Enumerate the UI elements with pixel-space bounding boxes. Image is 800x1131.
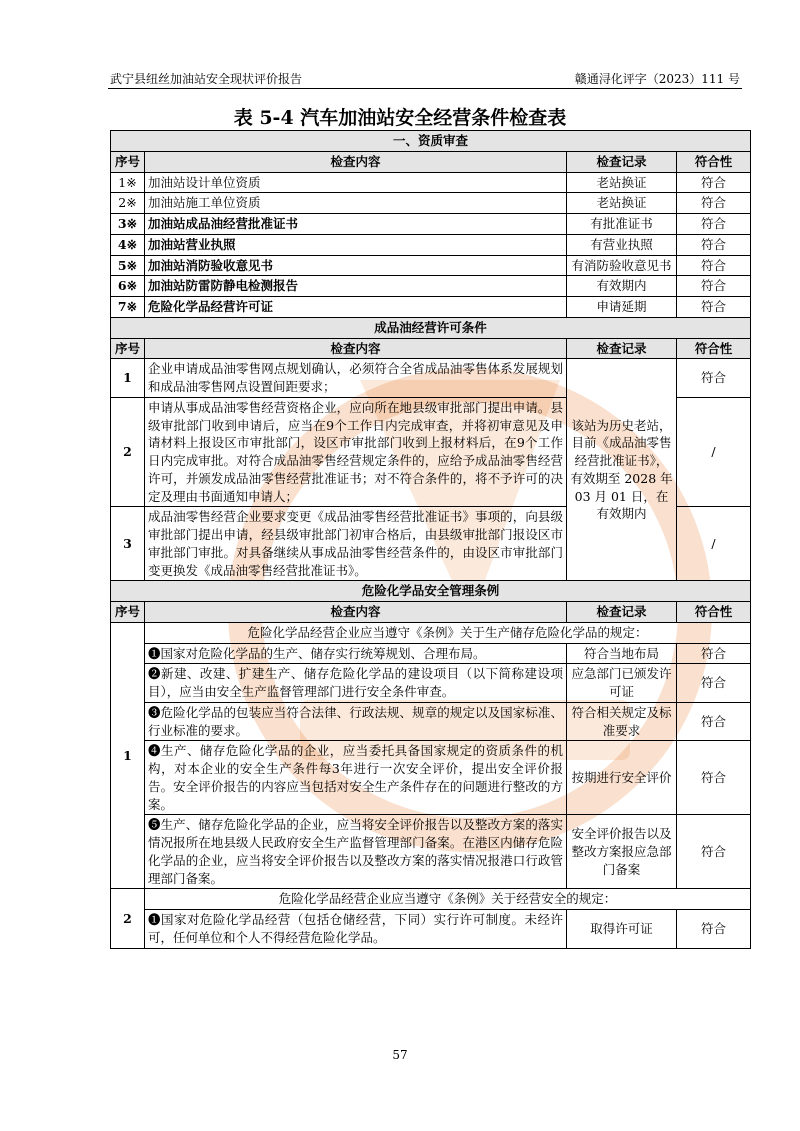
- row-record: 有效期内: [567, 276, 677, 297]
- row-record: 符合相关规定及标准要求: [567, 702, 677, 741]
- row-conform: 符合: [677, 359, 751, 398]
- row-record: 有批准证书: [567, 214, 677, 235]
- row-no: 5※: [111, 255, 145, 276]
- table-row: [111, 234, 751, 255]
- row-conform: 符合: [677, 297, 751, 318]
- row-no: 3: [111, 507, 145, 581]
- col-header-conform: 符合性: [677, 338, 751, 359]
- column-header-row: [111, 338, 751, 359]
- group-heading: 危险化学品经营企业应当遵守《条例》关于生产储存危险化学品的规定：: [145, 622, 751, 643]
- section-title: 一、资质审查: [111, 131, 751, 152]
- row-content: 加油站防雷防静电检测报告: [145, 276, 567, 297]
- section-title: 危险化学品安全管理条例: [111, 581, 751, 602]
- group-heading-row: [111, 889, 751, 910]
- row-content: 加油站营业执照: [145, 234, 567, 255]
- col-header-no: 序号: [111, 338, 145, 359]
- table-row: [111, 664, 751, 703]
- row-conform: 符合: [677, 193, 751, 214]
- col-header-record: 检查记录: [567, 338, 677, 359]
- row-conform: /: [677, 397, 751, 507]
- row-conform: 符合: [677, 643, 751, 664]
- header-report-title: 武宁县纽丝加油站安全现状评价报告: [110, 72, 303, 86]
- row-record: 有消防验收意见书: [567, 255, 677, 276]
- page-header: [108, 68, 742, 89]
- col-header-no: 序号: [111, 602, 145, 623]
- row-content: 加油站设计单位资质: [145, 172, 567, 193]
- row-content: ❷新建、改建、扩建生产、储存危险化学品的建设项目（以下简称建设项目），应当由安全生产监督管理部门进行安全条件审查。: [145, 664, 567, 703]
- col-header-conform: 符合性: [677, 602, 751, 623]
- table-title: 表 5-4 汽车加油站安全经营条件检查表: [233, 107, 567, 129]
- col-header-conform: 符合性: [677, 151, 751, 172]
- inspection-table: [110, 130, 751, 949]
- table-row: [111, 255, 751, 276]
- table-row: [111, 214, 751, 235]
- page-number: 57: [392, 1048, 408, 1062]
- row-content: ❸危险化学品的包装应当符合法律、行政法规、规章的规定以及国家标准、行业标准的要求。: [145, 702, 567, 741]
- row-no: 6※: [111, 276, 145, 297]
- row-no: 3※: [111, 214, 145, 235]
- column-header-row: [111, 151, 751, 172]
- row-record: 符合当地布局: [567, 643, 677, 664]
- table-row: [111, 741, 751, 815]
- row-content: 危险化学品经营许可证: [145, 297, 567, 318]
- row-record: 安全评价报告以及整改方案报应急部门备案: [567, 815, 677, 889]
- row-conform: 符合: [677, 234, 751, 255]
- table-row: [111, 910, 751, 949]
- column-header-row: [111, 602, 751, 623]
- row-conform: 符合: [677, 214, 751, 235]
- row-no: 1: [111, 359, 145, 398]
- row-content: 加油站成品油经营批准证书: [145, 214, 567, 235]
- group-heading-row: [111, 622, 751, 643]
- row-record: 老站换证: [567, 193, 677, 214]
- table-row: [111, 815, 751, 889]
- table-row: [111, 702, 751, 741]
- row-content: ❶国家对危险化学品的生产、储存实行统筹规划、合理布局。: [145, 643, 567, 664]
- row-conform: 符合: [677, 910, 751, 949]
- row-conform: 符合: [677, 702, 751, 741]
- row-content: 企业申请成品油零售网点规划确认，必须符合全省成品油零售体系发展规划和成品油零售网点设置间距要求；: [145, 359, 567, 398]
- row-record: 有营业执照: [567, 234, 677, 255]
- row-no: 1※: [111, 172, 145, 193]
- section-header-row: [111, 581, 751, 602]
- row-record: 申请延期: [567, 297, 677, 318]
- row-conform: 符合: [677, 172, 751, 193]
- header-report-number: 赣通浔化评字（2023）111 号: [574, 72, 740, 86]
- row-content: 申请从事成品油零售经营资格企业，应向所在地县级审批部门提出申请。县级审批部门收到申请后，应当在9个工作日内完成审查，并将初审意见及申请材料上报设区市审批部门，设区市审批部门收到上报材料后，在9个工作日内完成审批。对符合成品油零售经营规定条件的，应给予成品油零售经营许可，并颁发成品油零售经营批准证书；对不符合条件的，将不予许可的决定及理由书面通知申请人；: [145, 397, 567, 507]
- table-row: [111, 193, 751, 214]
- row-content: ❶国家对危险化学品经营（包括仓储经营，下同）实行许可制度。未经许可，任何单位和个人不得经营危险化学品。: [145, 910, 567, 949]
- row-conform: 符合: [677, 664, 751, 703]
- row-content: ❺生产、储存危险化学品的企业，应当将安全评价报告以及整改方案的落实情况报所在地县级人民政府安全生产监督管理部门备案。在港区内储存危险化学品的企业，应当将安全评价报告以及整改方案的落实情况报港口行政管理部门备案。: [145, 815, 567, 889]
- col-header-content: 检查内容: [145, 151, 567, 172]
- row-no: 1: [111, 622, 145, 889]
- col-header-content: 检查内容: [145, 338, 567, 359]
- section-header-row: [111, 131, 751, 152]
- row-no: 4※: [111, 234, 145, 255]
- row-record: 应急部门已颁发许可证: [567, 664, 677, 703]
- row-no: 2: [111, 397, 145, 507]
- row-record: 按期进行安全评价: [567, 741, 677, 815]
- row-conform: /: [677, 507, 751, 581]
- table-row: [111, 276, 751, 297]
- row-no: 2: [111, 889, 145, 948]
- row-record-merged: 该站为历史老站，目前《成品油零售经营批准证书》，有效期至 2028 年 03 月 01 日，在有效期内: [567, 359, 677, 581]
- row-record: 取得许可证: [567, 910, 677, 949]
- row-record: 老站换证: [567, 172, 677, 193]
- section-header-row: [111, 317, 751, 338]
- table-row: [111, 643, 751, 664]
- row-no: 7※: [111, 297, 145, 318]
- col-header-content: 检查内容: [145, 602, 567, 623]
- col-header-no: 序号: [111, 151, 145, 172]
- table-row: [111, 172, 751, 193]
- col-header-record: 检查记录: [567, 602, 677, 623]
- row-no: 2※: [111, 193, 145, 214]
- table-row: [111, 297, 751, 318]
- col-header-record: 检查记录: [567, 151, 677, 172]
- row-content: 加油站施工单位资质: [145, 193, 567, 214]
- table-row: [111, 359, 751, 398]
- row-content: 加油站消防验收意见书: [145, 255, 567, 276]
- row-conform: 符合: [677, 255, 751, 276]
- group-heading: 危险化学品经营企业应当遵守《条例》关于经营安全的规定：: [145, 889, 751, 910]
- row-conform: 符合: [677, 815, 751, 889]
- row-conform: 符合: [677, 276, 751, 297]
- row-conform: 符合: [677, 741, 751, 815]
- row-content: 成品油零售经营企业要求变更《成品油零售经营批准证书》事项的，向县级审批部门提出申请，经县级审批部门初审合格后，由县级审批部门报设区市审批部门审批。对具备继续从事成品油零售经营条件的，由设区市审批部门变更换发《成品油零售经营批准证书》。: [145, 507, 567, 581]
- row-content: ❹生产、储存危险化学品的企业，应当委托具备国家规定的资质条件的机构，对本企业的安全生产条件每3年进行一次安全评价，提出安全评价报告。安全评价报告的内容应当包括对安全生产条件存在的问题进行整改的方案。: [145, 741, 567, 815]
- section-title: 成品油经营许可条件: [111, 317, 751, 338]
